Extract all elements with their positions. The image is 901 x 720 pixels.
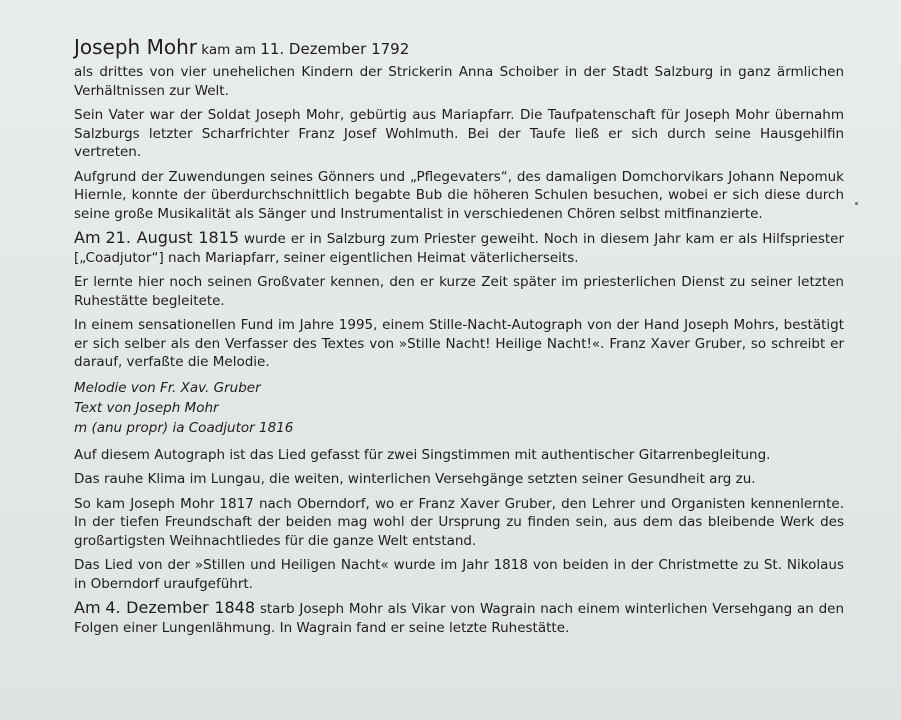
paragraph-autograph-find: In einem sensationellen Fund im Jahre 1995, einem Stille-Nacht-Autograph von der Hand Joseph Mohrs, bestätigt er sich selber als den Verfasser des Textes von »Stille Nacht! Heilige Nacht!«. Franz Xaver Gruber, so schreibt er darauf, verfaßte die Melodie. <box>74 317 844 370</box>
death-lead: Am <box>74 598 101 617</box>
paragraph-education: Aufgrund der Zuwendungen seines Gönners und „Pflegevaters“, des damaligen Domchorvikars Johann Nepomuk Hiernle, konnte der überdurchschnittlich begabte Bub die höheren Schulen besuchen, wobei er sich diese durch seine große Musikalität als Sänger und Instrumentalist in verschiedenen Chören selbst mitfinanzierte. <box>74 168 844 222</box>
heading <box>74 35 844 59</box>
death-date: 4. Dezember 1848 <box>105 598 256 617</box>
paragraph-birth: als drittes von vier unehelichen Kindern der Strickerin Anna Schoiber in der Stadt Salzburg in ganz ärmlichen Verhältnissen zur Welt. <box>74 64 844 99</box>
paragraph-oberndorf: So kam Joseph Mohr 1817 nach Oberndorf, wo er Franz Xaver Gruber, den Lehrer und Organisten kennenlernte. In der tiefen Freundschaft der beiden mag wohl der Ursprung zu finden sein, aus dem das bleibende Werk des großartigsten Weihnachtliedes für die ganze Welt entstand. <box>74 495 844 549</box>
paragraph-father: Sein Vater war der Soldat Joseph Mohr, gebürtig aus Mariapfarr. Die Taufpatenschaft für Joseph Mohr übernahm Salzburgs letzter Scharfrichter Franz Josef Wohlmuth. Bei der Taufe ließ er sich durch seine Hausgehilfin vertreten. <box>74 107 844 160</box>
heading-date: 11. Dezember 1792 <box>260 40 410 58</box>
paragraph-grandfather: Er lernte hier noch seinen Großvater kennen, den er kurze Zeit später im priesterlichen Dienst zu seiner letzten Ruhestätte begleitete. <box>74 274 844 309</box>
ordination-text: wurde er in Salzburg zum Priester geweiht. Noch in diesem Jahr kam er als Hilfspriester [„Coadjutor“] nach Mariapfarr, seiner eigentlichen Heimat väterlicherseits. <box>74 231 845 266</box>
heading-name: Joseph Mohr <box>74 35 197 59</box>
paragraph-autograph-guitar: Auf diesem Autograph ist das Lied gefasst für zwei Singstimmen mit authentischer Gitarrenbegleitung. <box>74 446 771 463</box>
quote-line-melody: Melodie von Fr. Xav. Gruber <box>74 379 261 396</box>
death-text: starb Joseph Mohr als Vikar von Wagrain nach einem winterlichen Versehgang an den Folgen einer Lungenlähmung. In Wagrain fand er seine letzte Ruhestätte. <box>74 601 844 636</box>
speck-dot <box>855 202 858 205</box>
paragraph-premiere: Das Lied von der »Stillen und Heiligen Nacht« wurde im Jahr 1818 von beiden in der Christmette zu St. Nikolaus in Oberndorf uraufgeführt. <box>74 557 844 592</box>
paragraph-ordination <box>74 229 844 267</box>
paragraph-death <box>74 599 844 637</box>
ordination-date: 21. August 1815 <box>105 228 240 247</box>
quote-line-text: Text von Joseph Mohr <box>74 399 219 416</box>
autograph-quote <box>74 378 844 438</box>
paragraph-climate: Das rauhe Klima im Lungau, die weiten, winterlichen Versehgänge setzten seiner Gesundheit arg zu. <box>74 471 756 487</box>
biography-text <box>74 35 845 643</box>
ordination-lead: Am <box>74 228 101 247</box>
quote-line-coadjutor: m (anu propr) ia Coadjutor 1816 <box>74 419 294 436</box>
heading-text: kam am <box>201 42 256 58</box>
